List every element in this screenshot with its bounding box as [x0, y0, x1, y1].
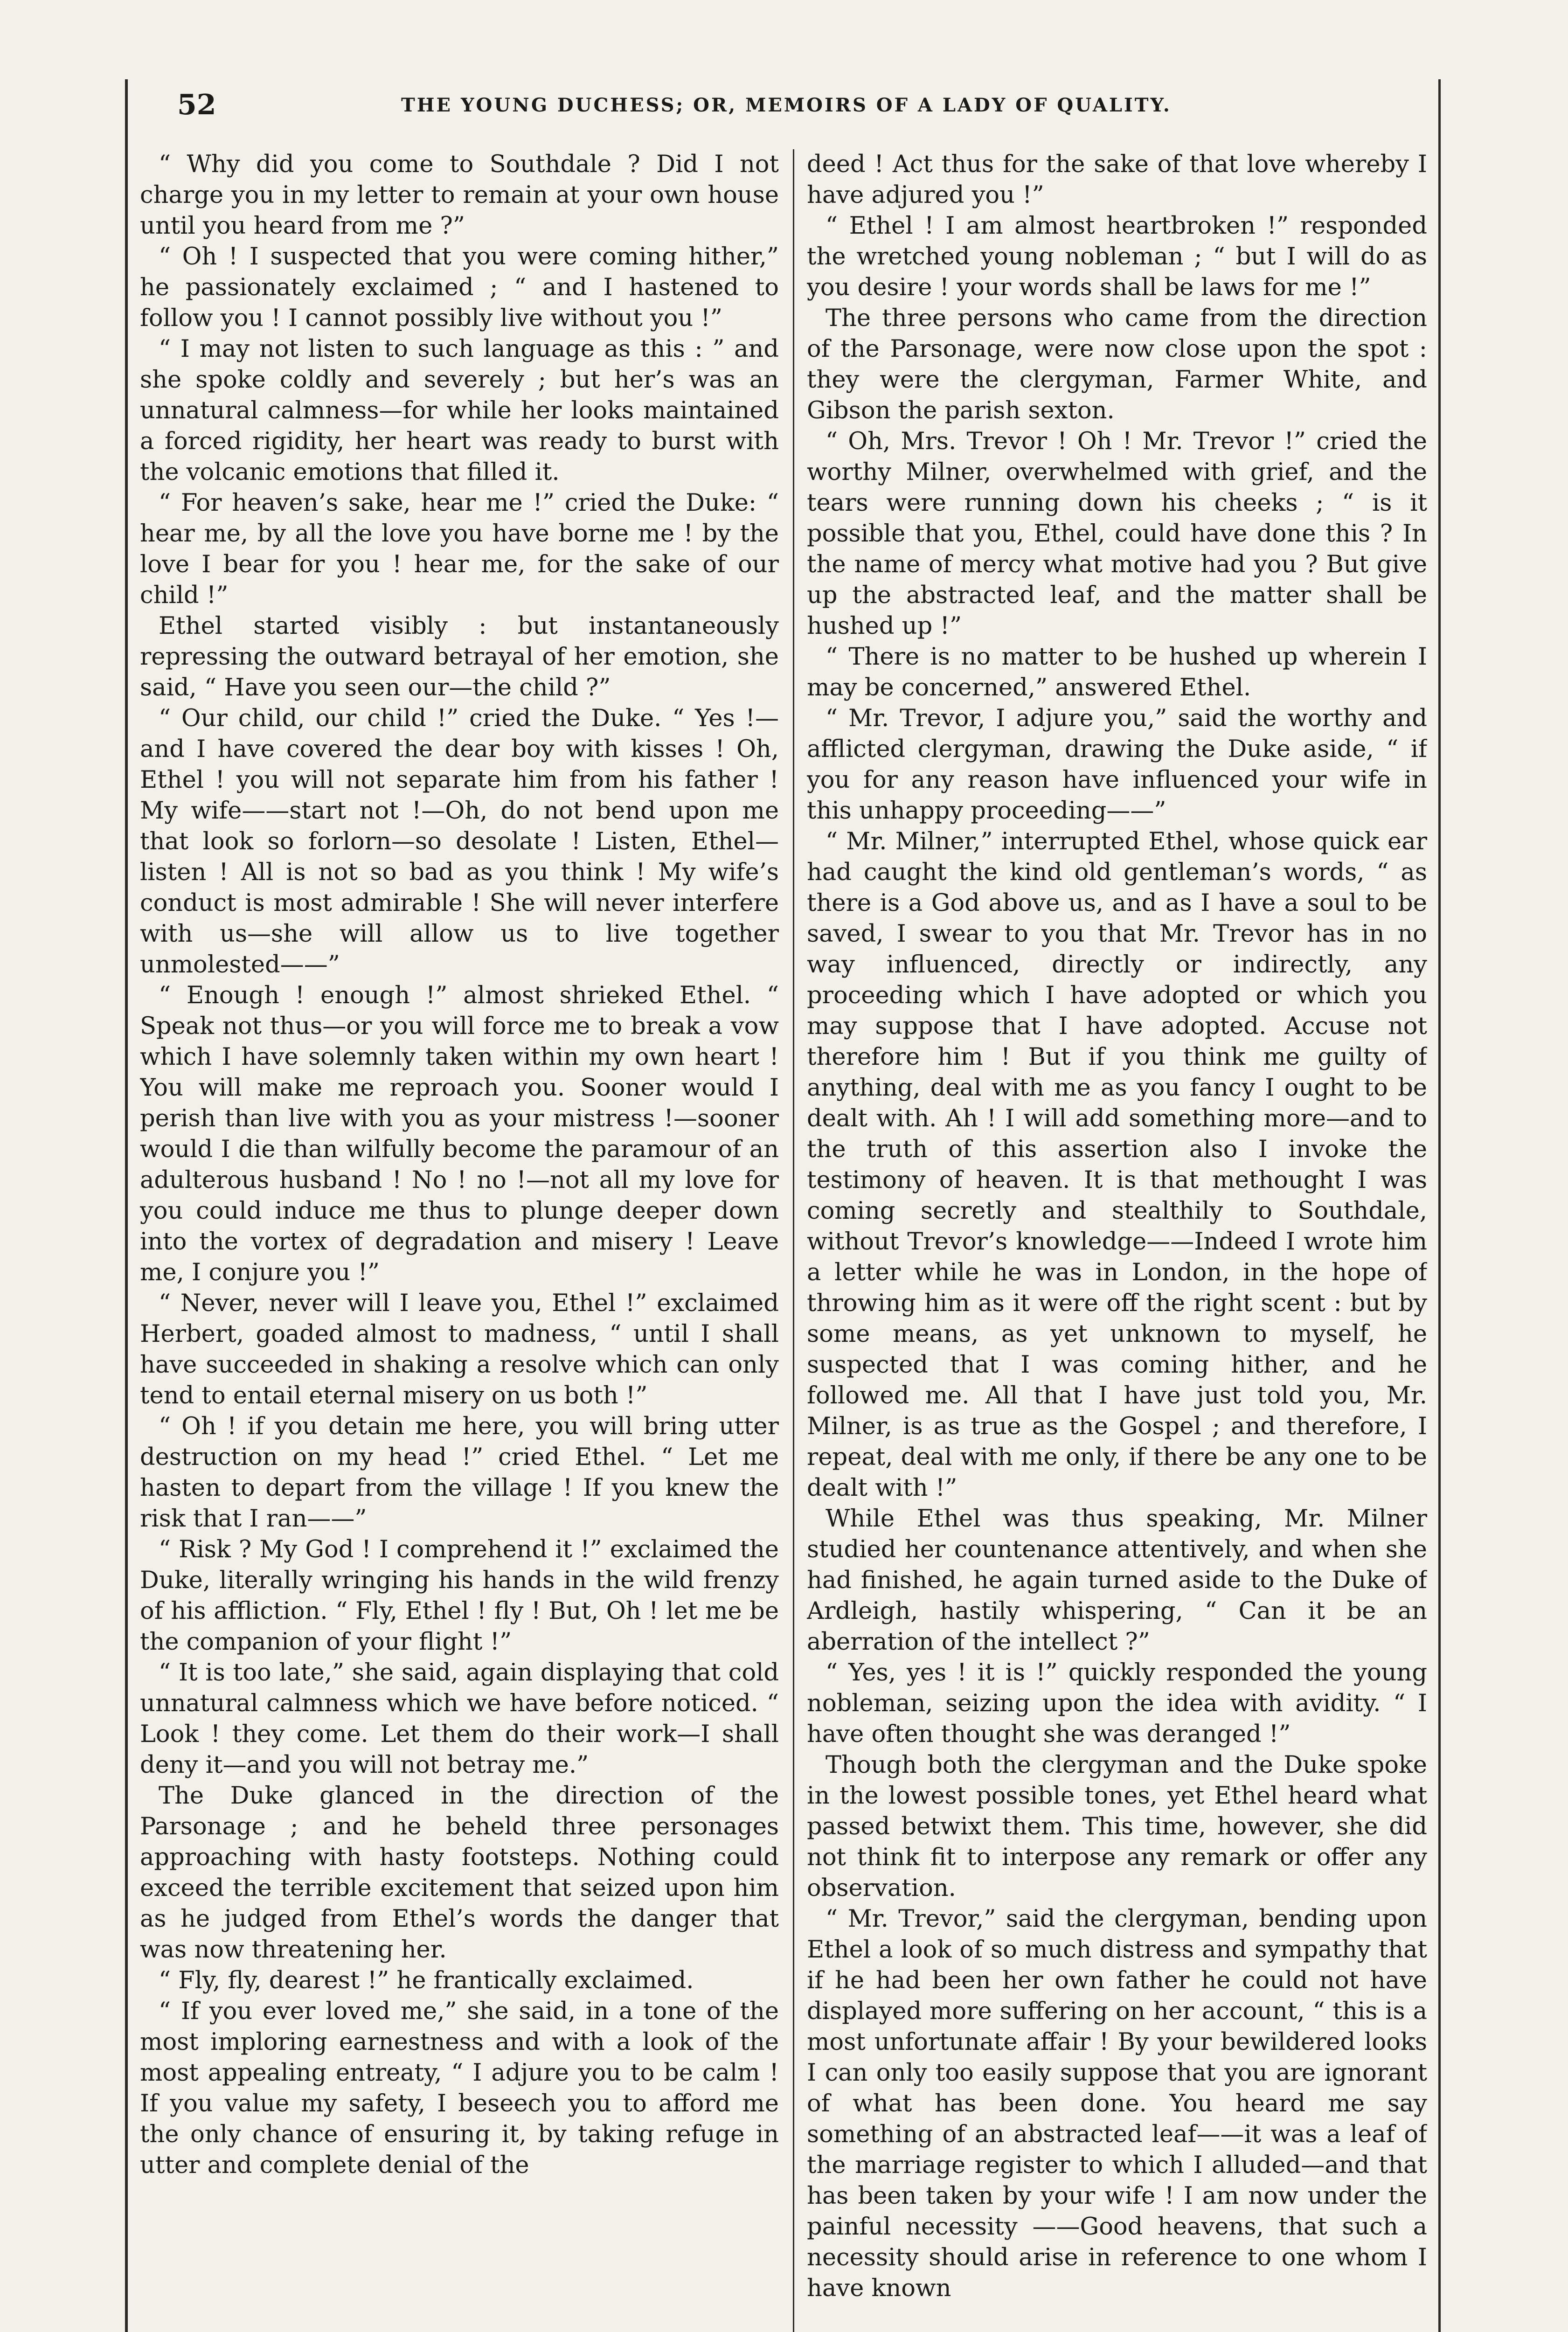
paragraph: “ Enough ! enough !” almost shrieked Ethel. “ Speak not thus—or you will force me to break a vow which I have solemnly taken within my own heart ! You will make me reproach you. Sooner would I perish than live with you as your mistress !—sooner would I die than wilfully become the paramour of an adulterous husband ! No ! no !—not all my love for you could induce me thus to plunge deeper down into the vortex of degradation and misery ! Leave me, I conjure you !” [140, 982, 779, 1286]
paragraph: “ Oh, Mrs. Trevor ! Oh ! Mr. Trevor !” cried the worthy Milner, overwhelmed with grief, and the tears were running down his cheeks ; “ is it possible that you, Ethel, could have done this ? In the name of mercy what motive had you ? But give up the abstracted leaf, and the matter shall be hushed up !” [807, 428, 1427, 640]
paragraph: “ Never, never will I leave you, Ethel !” exclaimed Herbert, goaded almost to madness, “ until I shall have succeeded in shaking a resolve which can only tend to entail eternal misery on us both !” [140, 1290, 779, 1409]
paragraph: While Ethel was thus speaking, Mr. Milner studied her countenance attentively, and when she had finished, he again turned aside to the Duke of Ardleigh, hastily whispering, “ Can it be an aberration of the intellect ?” [807, 1505, 1427, 1656]
paragraph: The three persons who came from the direction of the Parsonage, were now close upon the spot : they were the clergyman, Farmer White, and Gibson the parish sexton. [807, 305, 1427, 424]
paragraph: “ There is no matter to be hushed up wherein I may be concerned,” answered Ethel. [807, 643, 1427, 701]
paragraph: “ Oh ! I suspected that you were coming hither,” he passionately exclaimed ; “ and I hastened to follow you ! I cannot possibly live without you !” [140, 243, 779, 332]
paragraph: “ Mr. Trevor,” said the clergyman, bending upon Ethel a look of so much distress and sympathy that if he had been her own father he could not have displayed more suffering on her account, “ this is a most unfortunate affair ! By your bewildered looks I can only too easily suppose that you are ignorant of what has been done. You heard me say something of an abstracted leaf——it was a leaf of the marriage register to which I alluded—and that has been taken by your wife ! I am now under the painful necessity ——Good heavens, that such a necessity should arise in reference to one whom I have known [807, 1905, 1427, 2302]
paragraph: “ Yes, yes ! it is !” quickly responded the young nobleman, seizing upon the idea with avidity. “ I have often thought she was deranged !” [807, 1659, 1427, 1748]
left-column [140, 149, 779, 2332]
left-border-rule [125, 79, 128, 2332]
running-title: THE YOUNG DUCHESS; OR, MEMOIRS OF A LADY OF QUALITY. [401, 94, 1172, 116]
paragraph: “ If you ever loved me,” she said, in a tone of the most imploring earnestness and with a look of the most appealing entreaty, “ I adjure you to be calm ! If you value my safety, I beseech you to afford me the only chance of ensuring it, by taking refuge in utter and complete denial of the [140, 1998, 779, 2179]
right-border-rule [1438, 79, 1441, 2332]
paragraph-continued: deed ! Act thus for the sake of that love whereby I have adjured you !” [807, 151, 1427, 209]
paragraph: “ Risk ? My God ! I comprehend it !” exclaimed the Duke, literally wringing his hands in the wild frenzy of his affliction. “ Fly, Ethel ! fly ! But, Oh ! let me be the companion of your flight !” [140, 1536, 779, 1656]
paragraph: “ Mr. Trevor, I adjure you,” said the worthy and afflicted clergyman, drawing the Duke aside, “ if you for any reason have influenced your wife in this unhappy proceeding——” [807, 705, 1427, 825]
paragraph: “ It is too late,” she said, again displaying that cold unnatural calmness which we have before noticed. “ Look ! they come. Let them do their work—I shall deny it—and you will not betray me.” [140, 1659, 779, 1779]
paragraph: Ethel started visibly : but instantaneously repressing the outward betrayal of her emotion, she said, “ Have you seen our—the child ?” [140, 612, 779, 701]
paragraph: “ Why did you come to Southdale ? Did I not charge you in my letter to remain at your own house until you heard from me ?” [140, 151, 779, 240]
paragraph: “ Our child, our child !” cried the Duke. “ Yes !—and I have covered the dear boy with kisses ! Oh, Ethel ! you will not separate him from his father ! My wife——start not !—Oh, do not bend upon me that look so forlorn—so desolate ! Listen, Ethel—listen ! All is not so bad as you think ! My wife’s conduct is most admirable ! She will never interfere with us—she will allow us to live together unmolested——” [140, 705, 779, 979]
column-divider [793, 149, 794, 2332]
paragraph: “ Oh ! if you detain me here, you will bring utter destruction on my head !” cried Ethel. “ Let me hasten to depart from the village ! If you knew the risk that I ran——” [140, 1413, 779, 1533]
paragraph: “ Ethel ! I am almost heartbroken !” responded the wretched young nobleman ; “ but I will do as you desire ! your words shall be laws for me !” [807, 212, 1427, 301]
paragraph: Though both the clergyman and the Duke spoke in the lowest possible tones, yet Ethel heard what passed betwixt them. This time, however, she did not think fit to interpose any remark or offer any observation. [807, 1751, 1427, 1902]
paragraph: “ Fly, fly, dearest !” he frantically exclaimed. [159, 1967, 694, 1994]
right-column [807, 149, 1427, 2332]
paragraph: “ For heaven’s sake, hear me !” cried the Duke: “ hear me, by all the love you have borne me ! by the love I bear for you ! hear me, for the sake of our child !” [140, 489, 779, 609]
page-number: 52 [177, 89, 216, 121]
paragraph: The Duke glanced in the direction of the Parsonage ; and he beheld three personages approaching with hasty footsteps. Nothing could exceed the terrible excitement that seized upon him as he judged from Ethel’s words the danger that was now threatening her. [140, 1782, 779, 1964]
page-header [140, 84, 1427, 126]
paragraph: “ I may not listen to such language as this : ” and she spoke coldly and severely ; but her’s was an unnatural calmness—for while her looks maintained a forced rigidity, her heart was ready to burst with the volcanic emotions that filled it. [140, 335, 779, 486]
paragraph: “ Mr. Milner,” interrupted Ethel, whose quick ear had caught the kind old gentleman’s words, “ as there is a God above us, and as I have a soul to be saved, I swear to you that Mr. Trevor has in no way influenced, directly or indirectly, any proceeding which I have adopted or which you may suppose that I have adopted. Accuse not therefore him ! But if you think me guilty of anything, deal with me as you fancy I ought to be dealt with. Ah ! I will add something more—and to the truth of this assertion also I invoke the testimony of heaven. It is that methought I was coming secretly and stealthily to Southdale, without Trevor’s knowledge——Indeed I wrote him a letter while he was in London, in the hope of throwing him as it were off the right scent : but by some means, as yet unknown to myself, he suspected that I was coming hither, and he followed me. All that I have just told you, Mr. Milner, is as true as the Gospel ; and therefore, I repeat, deal with me only, if there be any one to be dealt with !” [807, 828, 1427, 1502]
